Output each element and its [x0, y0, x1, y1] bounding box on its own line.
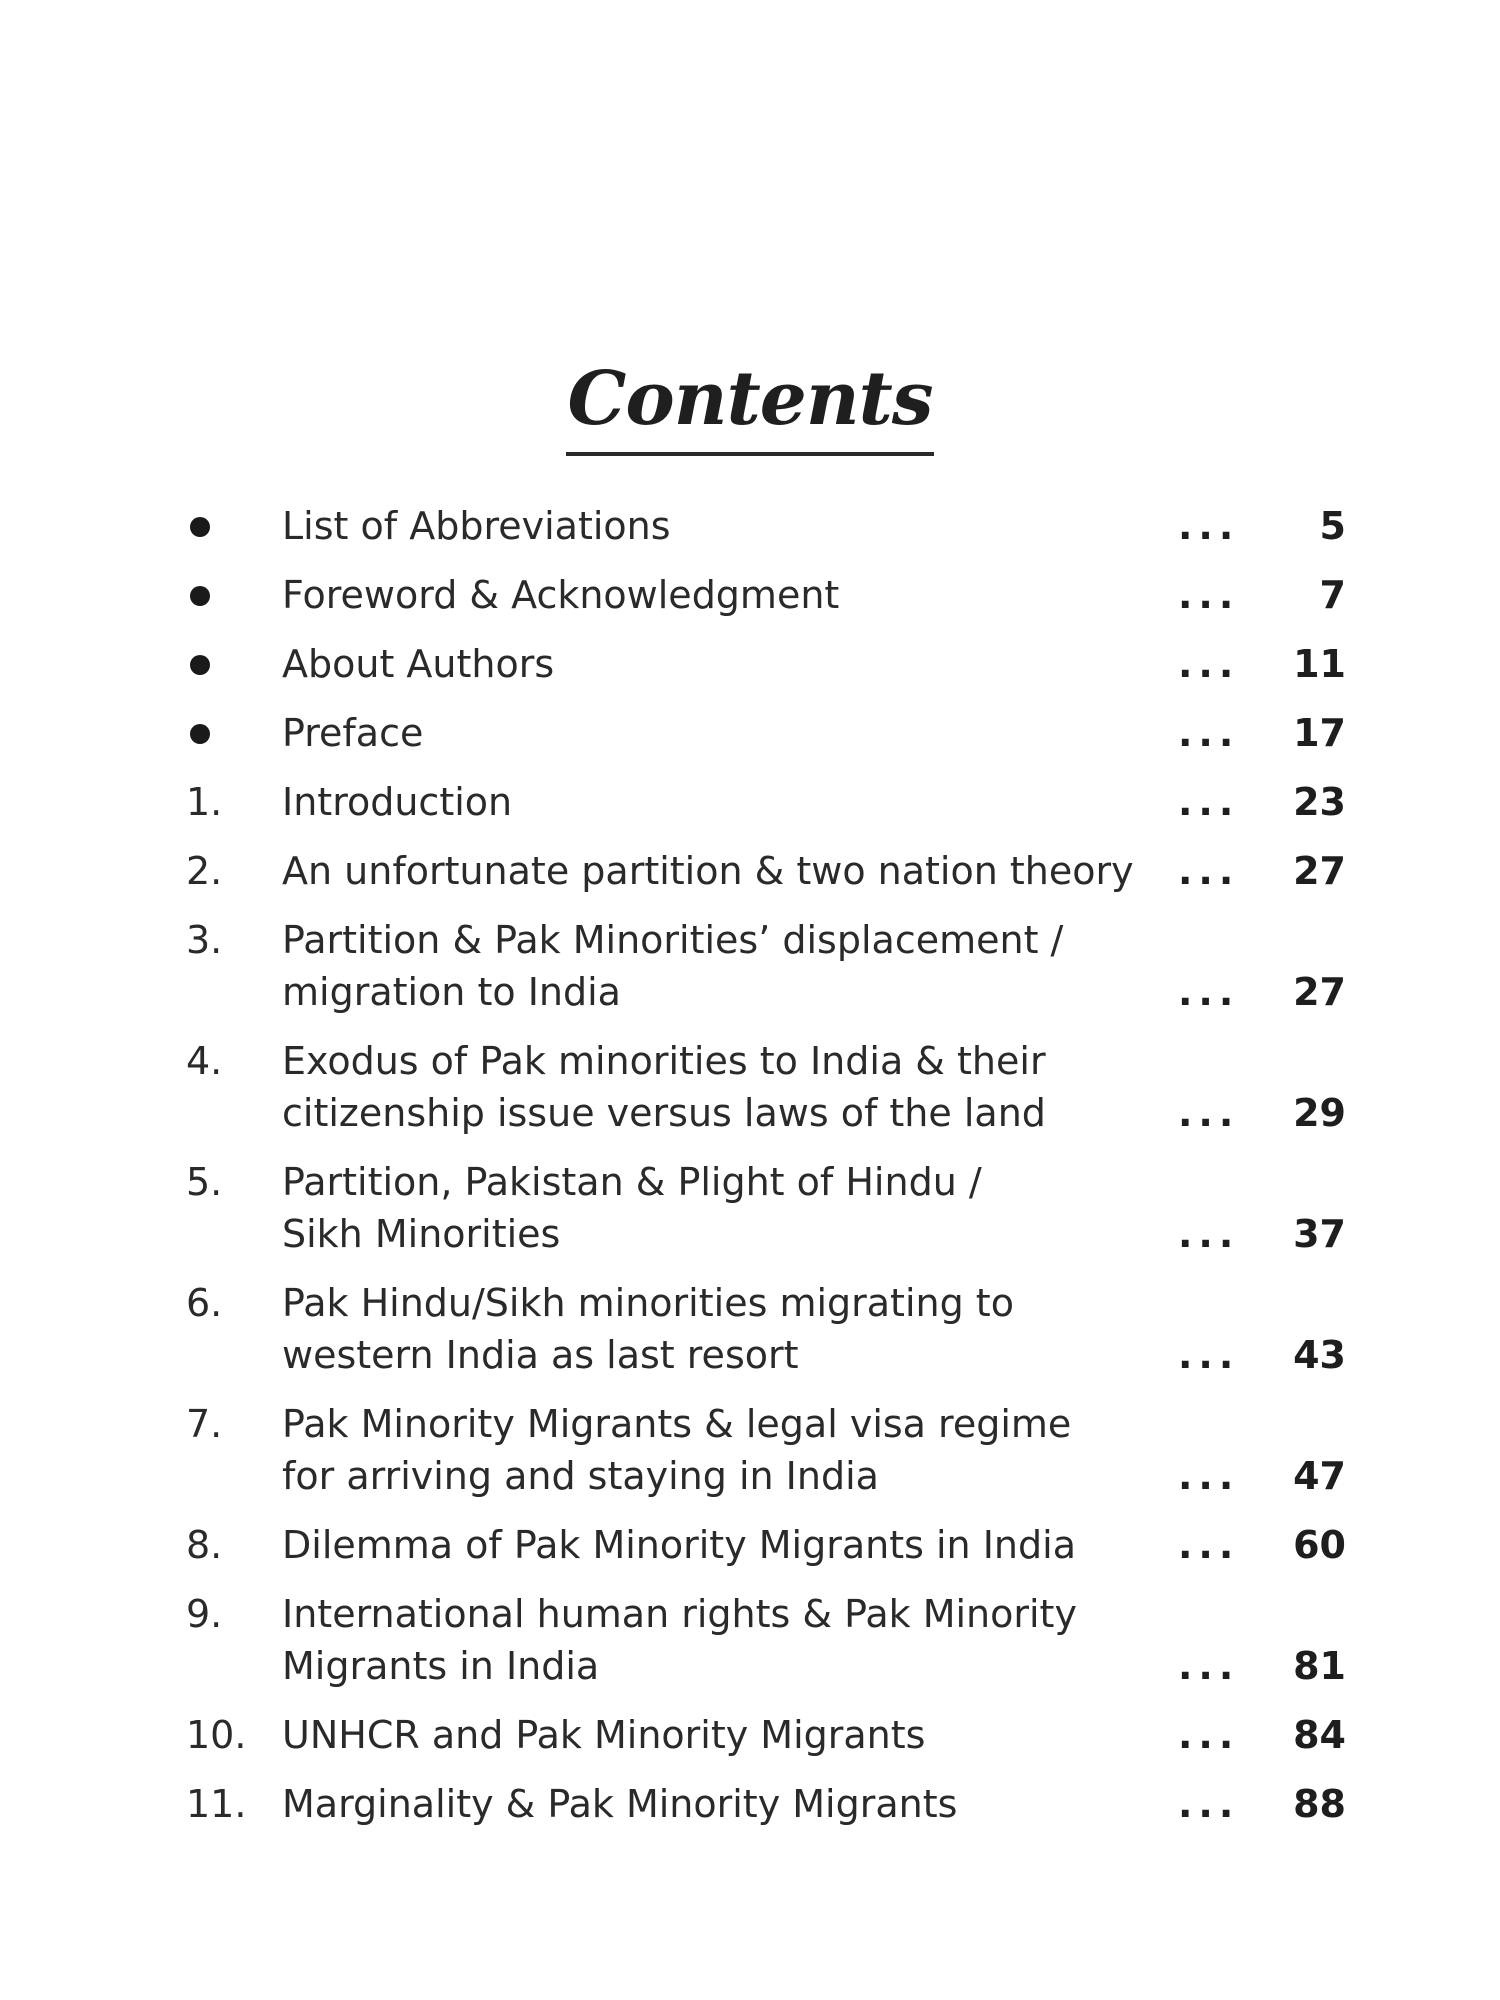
leader-dots: ...: [1178, 970, 1240, 1014]
bullet-dot-icon: [190, 724, 210, 744]
entry-marker: 8.: [186, 1523, 223, 1567]
toc-entry[interactable]: [186, 500, 1346, 552]
entry-marker: 2.: [186, 849, 223, 893]
page-number: 17: [1293, 711, 1346, 755]
bullet-dot-icon: [190, 517, 210, 537]
bullet-icon: [186, 707, 282, 759]
toc-entry[interactable]: [186, 776, 1346, 828]
page-number: 29: [1293, 1091, 1346, 1135]
entry-label: List of Abbreviations: [282, 504, 671, 548]
toc-entry[interactable]: [186, 845, 1346, 897]
page-number: 88: [1293, 1782, 1346, 1826]
title-wrapper: [0, 312, 1500, 505]
toc-entry[interactable]: [186, 569, 1346, 621]
page-number: 11: [1293, 642, 1346, 686]
toc-entry[interactable]: [186, 1035, 1346, 1139]
page-number: 60: [1293, 1523, 1346, 1567]
toc-entry[interactable]: [186, 1709, 1346, 1761]
entry-label: Dilemma of Pak Minority Migrants in India: [282, 1523, 1076, 1567]
entry-marker: 7.: [186, 1402, 223, 1446]
entry-marker: 3.: [186, 918, 223, 962]
entry-label: Partition & Pak Minorities’ displacement / migration to India: [282, 918, 1064, 1014]
page-number: 23: [1293, 780, 1346, 824]
entry-label: UNHCR and Pak Minority Migrants: [282, 1713, 926, 1757]
leader-dots: ...: [1178, 1212, 1240, 1256]
leader-dots: ...: [1178, 711, 1240, 755]
page-number: 7: [1319, 573, 1346, 617]
entry-label: An unfortunate partition & two nation theory: [282, 849, 1134, 893]
bullet-icon: [186, 500, 282, 552]
leader-dots: ...: [1178, 1782, 1240, 1826]
entry-label: About Authors: [282, 642, 555, 686]
toc-entry[interactable]: [186, 1519, 1346, 1571]
leader-dots: ...: [1178, 642, 1240, 686]
entry-marker: 9.: [186, 1592, 223, 1636]
entry-marker: 4.: [186, 1039, 223, 1083]
toc-entry[interactable]: [186, 707, 1346, 759]
leader-dots: ...: [1178, 1091, 1240, 1135]
page-title: Contents: [566, 362, 935, 456]
bullet-icon: [186, 638, 282, 690]
leader-dots: ...: [1178, 1523, 1240, 1567]
leader-dots: ...: [1178, 504, 1240, 548]
entry-label: Introduction: [282, 780, 513, 824]
page-number: 27: [1293, 849, 1346, 893]
entry-marker: 1.: [186, 780, 223, 824]
entry-marker: 5.: [186, 1160, 223, 1204]
entry-marker: 6.: [186, 1281, 223, 1325]
leader-dots: ...: [1178, 573, 1240, 617]
entry-label: Marginality & Pak Minority Migrants: [282, 1782, 958, 1826]
toc-entry[interactable]: [186, 1588, 1346, 1692]
entry-label: Exodus of Pak minorities to India & their citizenship issue versus laws of the land: [282, 1039, 1046, 1135]
bullet-dot-icon: [190, 586, 210, 606]
leader-dots: ...: [1178, 1713, 1240, 1757]
page-number: 37: [1293, 1212, 1346, 1256]
entry-label: Preface: [282, 711, 424, 755]
bullet-icon: [186, 569, 282, 621]
page-number: 84: [1293, 1713, 1346, 1757]
toc-entry[interactable]: [186, 1156, 1346, 1260]
entry-label: Partition, Pakistan & Plight of Hindu / Sikh Minorities: [282, 1160, 982, 1256]
entry-marker: 10.: [186, 1713, 247, 1757]
entry-label: Foreword & Acknowledgment: [282, 573, 840, 617]
page-number: 5: [1319, 504, 1346, 548]
page-number: 43: [1293, 1333, 1346, 1377]
leader-dots: ...: [1178, 780, 1240, 824]
toc-entry[interactable]: [186, 1277, 1346, 1381]
toc-entry[interactable]: [186, 1778, 1346, 1830]
page-number: 27: [1293, 970, 1346, 1014]
toc-entry[interactable]: [186, 914, 1346, 1018]
entry-label: Pak Minority Migrants & legal visa regime for arriving and staying in India: [282, 1402, 1072, 1498]
leader-dots: ...: [1178, 1333, 1240, 1377]
page-number: 47: [1293, 1454, 1346, 1498]
entry-marker: 11.: [186, 1782, 247, 1826]
page-number: 81: [1293, 1644, 1346, 1688]
leader-dots: ...: [1178, 1644, 1240, 1688]
leader-dots: ...: [1178, 1454, 1240, 1498]
toc-entry[interactable]: [186, 1398, 1346, 1502]
entry-label: Pak Hindu/Sikh minorities migrating to western India as last resort: [282, 1281, 1014, 1377]
leader-dots: ...: [1178, 849, 1240, 893]
entry-label: International human rights & Pak Minority Migrants in India: [282, 1592, 1077, 1688]
toc-entry[interactable]: [186, 638, 1346, 690]
table-of-contents: [186, 500, 1346, 1847]
bullet-dot-icon: [190, 655, 210, 675]
